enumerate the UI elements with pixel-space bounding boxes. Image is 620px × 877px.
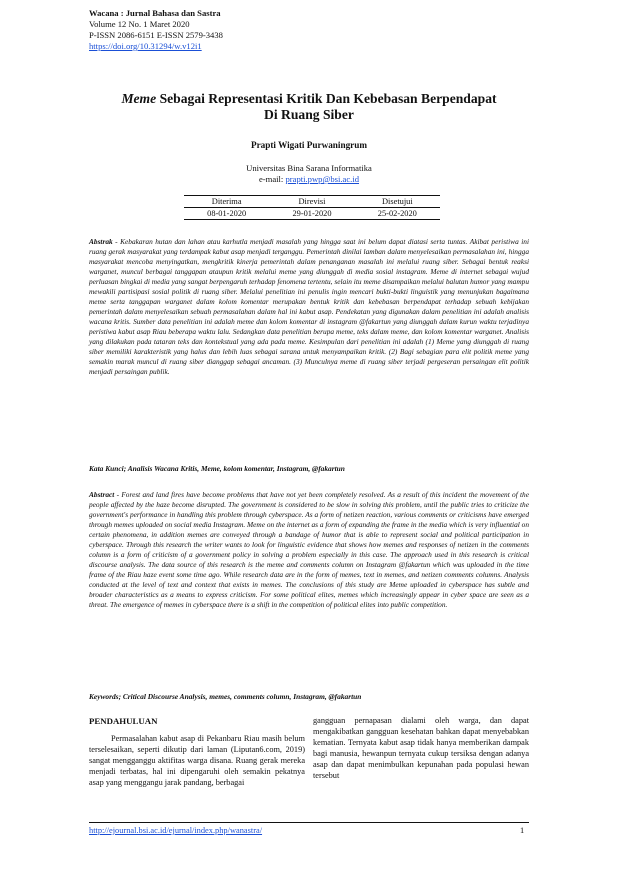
intro-paragraph: Permasalahan kabut asap di Pekanbaru Riau masih belum terselesaikan, seperti dikutip dari laman (Liputan6.com, 2019) sangat mengganggu aktifitas warga disana. Ruang gerak mereka menjadi terbatas, hal ini dipengaruhi oleh semakin pekatnya asap yang menggangu jarak pandang, berbagai [89, 734, 305, 788]
section-heading: PENDAHULUAN [89, 716, 158, 726]
accepted-date: 25-02-2020 [355, 208, 440, 220]
abstrak-label: Abstrak [89, 237, 113, 246]
affiliation: Universitas Bina Sarana Informatika [246, 163, 372, 173]
journal-name: Wacana : Jurnal Bahasa dan Sastra [89, 8, 221, 18]
keywords: Keywords; Critical Discourse Analysis, memes, comments column, Instagram, @fakartun [89, 692, 362, 701]
journal-header [89, 8, 223, 52]
abstrak-paragraph [89, 237, 529, 377]
email-label: e-mail: [258, 174, 286, 184]
revised-header: Direvisi [269, 196, 354, 208]
paper-title [89, 91, 529, 123]
kata-kunci: Kata Kunci; Analisis Wacana Kritis, Meme, kolom komentar, Instagram, @fakartun [89, 464, 345, 473]
left-column [89, 716, 305, 789]
title-line1: Sebagai Representasi Kritik Dan Kebebasan Berpendapat [156, 91, 497, 106]
journal-volume: Volume 12 No. 1 Maret 2020 [89, 19, 190, 29]
doi-link[interactable]: https://doi.org/10.31294/w.v12i1 [89, 41, 202, 51]
page-number: 1 [520, 826, 525, 835]
footer-url[interactable]: http://ejournal.bsi.ac.id/ejurnal/index.php/wanastra/ [89, 826, 263, 835]
email-link[interactable]: prapti.pwp@bsi.ac.id [285, 174, 360, 184]
title-line2: Di Ruang Siber [264, 107, 354, 122]
journal-issn: P-ISSN 2086-6151 E-ISSN 2579-3438 [89, 30, 223, 40]
intro-paragraph-continued: gangguan pernapasan dialami oleh warga, dan dapat mengakibatkan gangguan kesehatan bahkan dapat menyebabkan kematian. Ternyata kabut asap tidak hanya memberikan dampak bagi manusia, hewanpun ternyata cukup tersiksa dengan adanya asap dan dapat menimbulkan kepunahan pada populasi hewan tersebut [313, 716, 529, 781]
revised-date: 29-01-2020 [269, 208, 354, 220]
affiliation-block [89, 163, 529, 185]
title-italic-word: Meme [121, 91, 157, 106]
abstrak-text: - Kebakaran hutan dan lahan atau karhutla menjadi masalah yang hingga saat ini belum dapat diatasi serta tuntas. Akibat peristiwa ini ruang gerak masyarakat yang terdampak kabut asap menjadi terganggu. Pemerintah dinilai lamban dalam menyelesaikan permasalahan ini, hingga masyarakat mencoba menyingatkan, mengkritik kinerja pemerintah dalam penanganan masalah ini melalui ruang siber. Sebagai bentuk reaksi warganet, muncul berbagai tanggapan ataupun kritik melalui meme yang diunggah di media sosial instagram. Meme di internet sebagai wujud perluasan bingkai di media yang sangat berpengaruh terhadap fenomena tertentu, selain itu meme disampaikan melalui balutan humor yang mampu mewakili partisipasi sosial politik di ruang siber. Melalui penelitian ini penulis ingin mencari bukti-bukti linguistik yang menunjukan bagaimana meme serta tanggapan warganet dalam kolom komentar merupakan bentuk kritik dan kebebasan berpendapat terhadap sebuah kebijakan pemerintah dalam menyelesaikan sebuah permasalahan dalam hal ini kabut asap. Pendekatan yang digunakan dalam penelitian ini adalah analisis wacana kritis. Sumber data penelitian ini adalah meme dan kolom komentar di instagram @fakartun yang diunggah dalam kurun waktu terjadinya peristiwa kabut asap Riau beberapa waktu lalu. Sedangkan data penelitian berupa meme, teks dalam meme, dan kolom komentar warganet. Analisis yang dilakukan pada tataran teks dan kontekstual yang ada pada meme. Kesimpulan dari penelitian ini adalah (1) Meme yang diunggah di ruang siber memiliki karakteristik yang halus dan lebih luas sebagai sarana untuk menyampaikan kritik. (2) Bagi sebagian para elit politik meme yang semakin marak muncul di ruang siber dianggap sebagai ancaman. (3) Munculnya meme di ruang siber terjadi pergeseran persaingan elit politik menjadi persaingan publik. [89, 237, 529, 376]
right-column [313, 715, 529, 782]
received-header: Diterima [184, 196, 269, 208]
author-name: Prapti Wigati Purwaningrum [250, 140, 368, 150]
received-date: 08-01-2020 [184, 208, 269, 220]
footer-divider [89, 822, 529, 823]
accepted-header: Disetujui [355, 196, 440, 208]
abstract-label: Abstract [89, 490, 115, 499]
abstract-text: - Forest and land fires have become problems that have not yet been completely resolved. As a result of this incident the movement of the people affected by the haze become disrupted. The government is considered to be slow in solving this problem, until the public tries to criticize the government's performance in handling this problem through cyberspace. As a form of netizen reaction, various comments or criticisms have emerged through memes uploaded on social media Instagram. Meme on the internet as a form of expanding the frame in the media which is very influential on certain phenomena, in addition memes are conveyed through a bandage of humor that is able to represent social and political participation in cyberspace. Through this research the writer wants to look for linguistic evidence that shows how memes and responses of netizen in the comments column is a form of criticism of a government policy in solving a problem especially in this case. The approach used in this research is critical discourse analysis. The data source of this research is the meme and comments column on Instagram @fakartun which was uploaded in the time frame of the Riau haze event some time ago. While research data are in the form of memes, text in memes, and netizen comments columns. Analysis conducted at the level of text and context that exists in memes. The conclusions of this study are Meme uploaded in cyberspace has subtle and broader characteristics as a means to express criticism. For some political elites, memes which increasingly appear in cyber space are seen as a threat. The emergence of memes in cyberspace there is a shift in the competition of political elites into public competition. [89, 490, 529, 609]
email-line [89, 174, 529, 185]
abstract-paragraph [89, 490, 529, 610]
dates-table [184, 195, 440, 220]
